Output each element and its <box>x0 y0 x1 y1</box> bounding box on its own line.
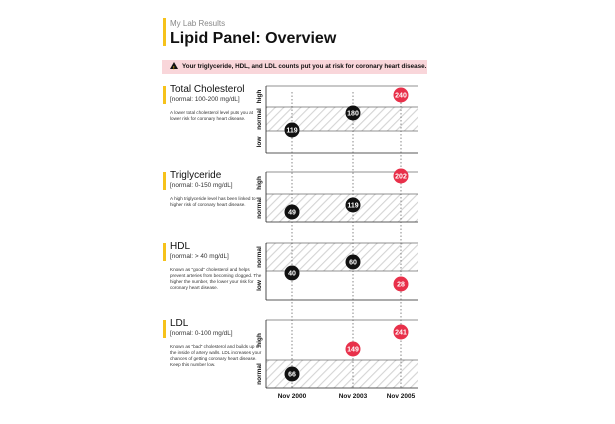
band-label-high: high <box>256 89 263 104</box>
data-point <box>285 266 300 281</box>
section-description: A lower total cholesterol level puts you at lower risk for coronary heart disease. <box>170 110 253 121</box>
data-point-value: 119 <box>347 202 359 210</box>
data-point <box>394 88 409 103</box>
data-point <box>285 123 300 138</box>
x-axis-tick-label: Nov 2005 <box>386 393 416 400</box>
data-point <box>346 342 361 357</box>
band-label-high: high <box>256 333 263 347</box>
section-title-hdl: HDL <box>170 241 191 252</box>
page-title: Lipid Panel: Overview <box>170 30 337 47</box>
band-label-normal: normal <box>256 197 263 219</box>
data-point-value: 202 <box>395 173 407 181</box>
band-label-normal: normal <box>256 108 263 130</box>
band-label-low: low <box>256 136 263 148</box>
section-normal-range: [normal: > 40 mg/dL] <box>170 253 229 260</box>
data-point-value: 240 <box>395 92 407 100</box>
data-point-value: 49 <box>288 209 296 217</box>
data-point <box>394 169 409 184</box>
data-point <box>346 255 361 270</box>
data-point <box>394 277 409 292</box>
band-label-normal: normal <box>256 246 263 268</box>
section-title-triglyceride: Triglyceride <box>170 170 222 181</box>
band-label-low: low <box>256 280 263 291</box>
risk-alert-text: Your triglyceride, HDL, and LDL counts put you at risk for coronary heart disease. <box>182 63 427 70</box>
data-point-value: 119 <box>286 127 298 135</box>
band-label-normal: normal <box>256 363 263 385</box>
data-point <box>285 205 300 220</box>
section-normal-range: [normal: 100-200 mg/dL] <box>170 96 240 103</box>
page-subtitle: My Lab Results <box>170 19 226 28</box>
data-point <box>346 106 361 121</box>
data-point-value: 66 <box>288 371 296 379</box>
section-description: Known as "good" cholesterol and helps prevent arteries from becoming clogged. The higher the number, the lower your risk for coronary heart disease. <box>170 267 262 290</box>
data-point <box>285 367 300 382</box>
data-point-value: 149 <box>347 346 359 354</box>
data-point-value: 28 <box>397 281 405 289</box>
data-point-value: 241 <box>395 329 407 337</box>
x-axis-tick-label: Nov 2003 <box>338 393 368 400</box>
section-title-ldl: LDL <box>170 318 189 329</box>
section-description: Known as "bad" cholesterol and builds up on the inside of artery walls. LDL increases your chances of getting coronary heart disease. Keep this number low. <box>170 344 262 367</box>
band-label-high: high <box>256 176 263 190</box>
x-axis-tick-label: Nov 2000 <box>277 393 307 400</box>
section-normal-range: [normal: 0-150 mg/dL] <box>170 182 233 189</box>
section-title-total-cholesterol: Total Cholesterol <box>170 84 245 95</box>
data-point-value: 40 <box>288 270 296 278</box>
data-point-value: 180 <box>347 110 359 118</box>
data-point <box>346 198 361 213</box>
data-point-value: 60 <box>349 259 357 267</box>
section-normal-range: [normal: 0-100 mg/dL] <box>170 330 233 337</box>
section-description: A high triglyceride level has been linked to higher risk of coronary heart disease. <box>170 196 256 207</box>
data-point <box>394 325 409 340</box>
